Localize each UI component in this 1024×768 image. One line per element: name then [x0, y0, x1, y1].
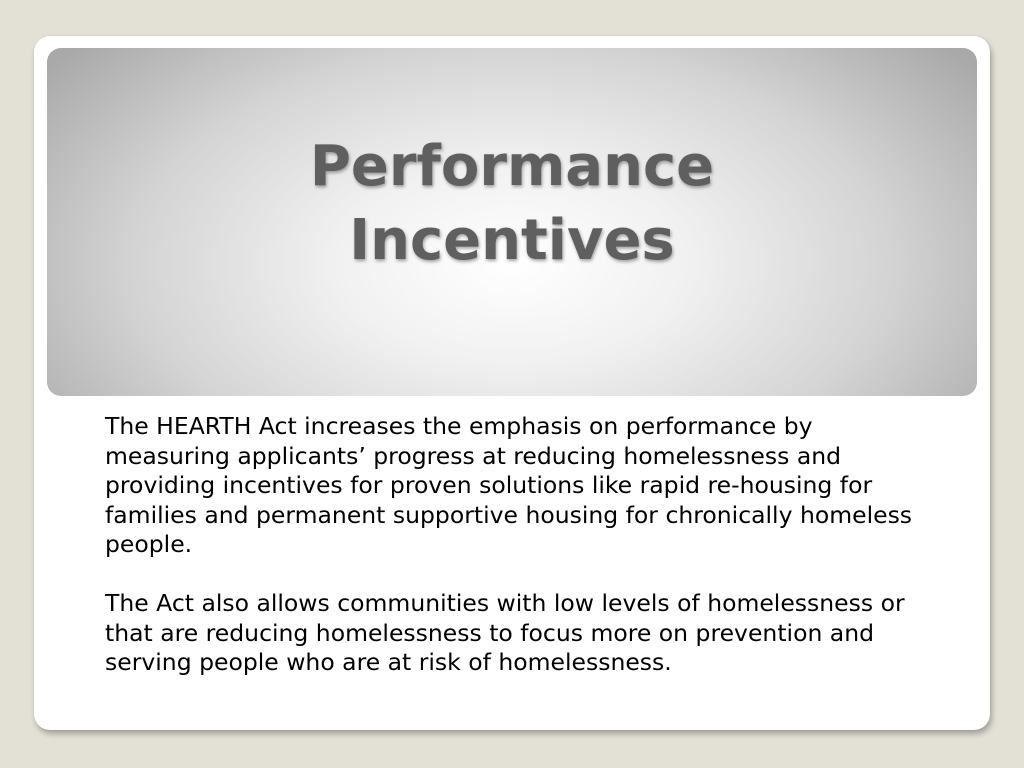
body-paragraph-1: The HEARTH Act increases the emphasis on performance by measuring applicants’ progress at reducing homelessness and providing incentives for proven solutions like rapid re-housing for families and permanent supportive housing for chronically homeless people. [105, 412, 913, 558]
title-panel [47, 48, 977, 396]
body-paragraph-2: The Act also allows communities with low levels of homelessness or that are reducing homelessness to focus more on prevention and serving people who are at risk of homelessness. [105, 589, 905, 676]
slide-body [105, 412, 935, 707]
slide-title-line-2: Incentives [349, 208, 675, 273]
slide-title-line-1: Performance [309, 134, 715, 199]
slide-card [34, 36, 990, 730]
slide-title [162, 130, 862, 278]
